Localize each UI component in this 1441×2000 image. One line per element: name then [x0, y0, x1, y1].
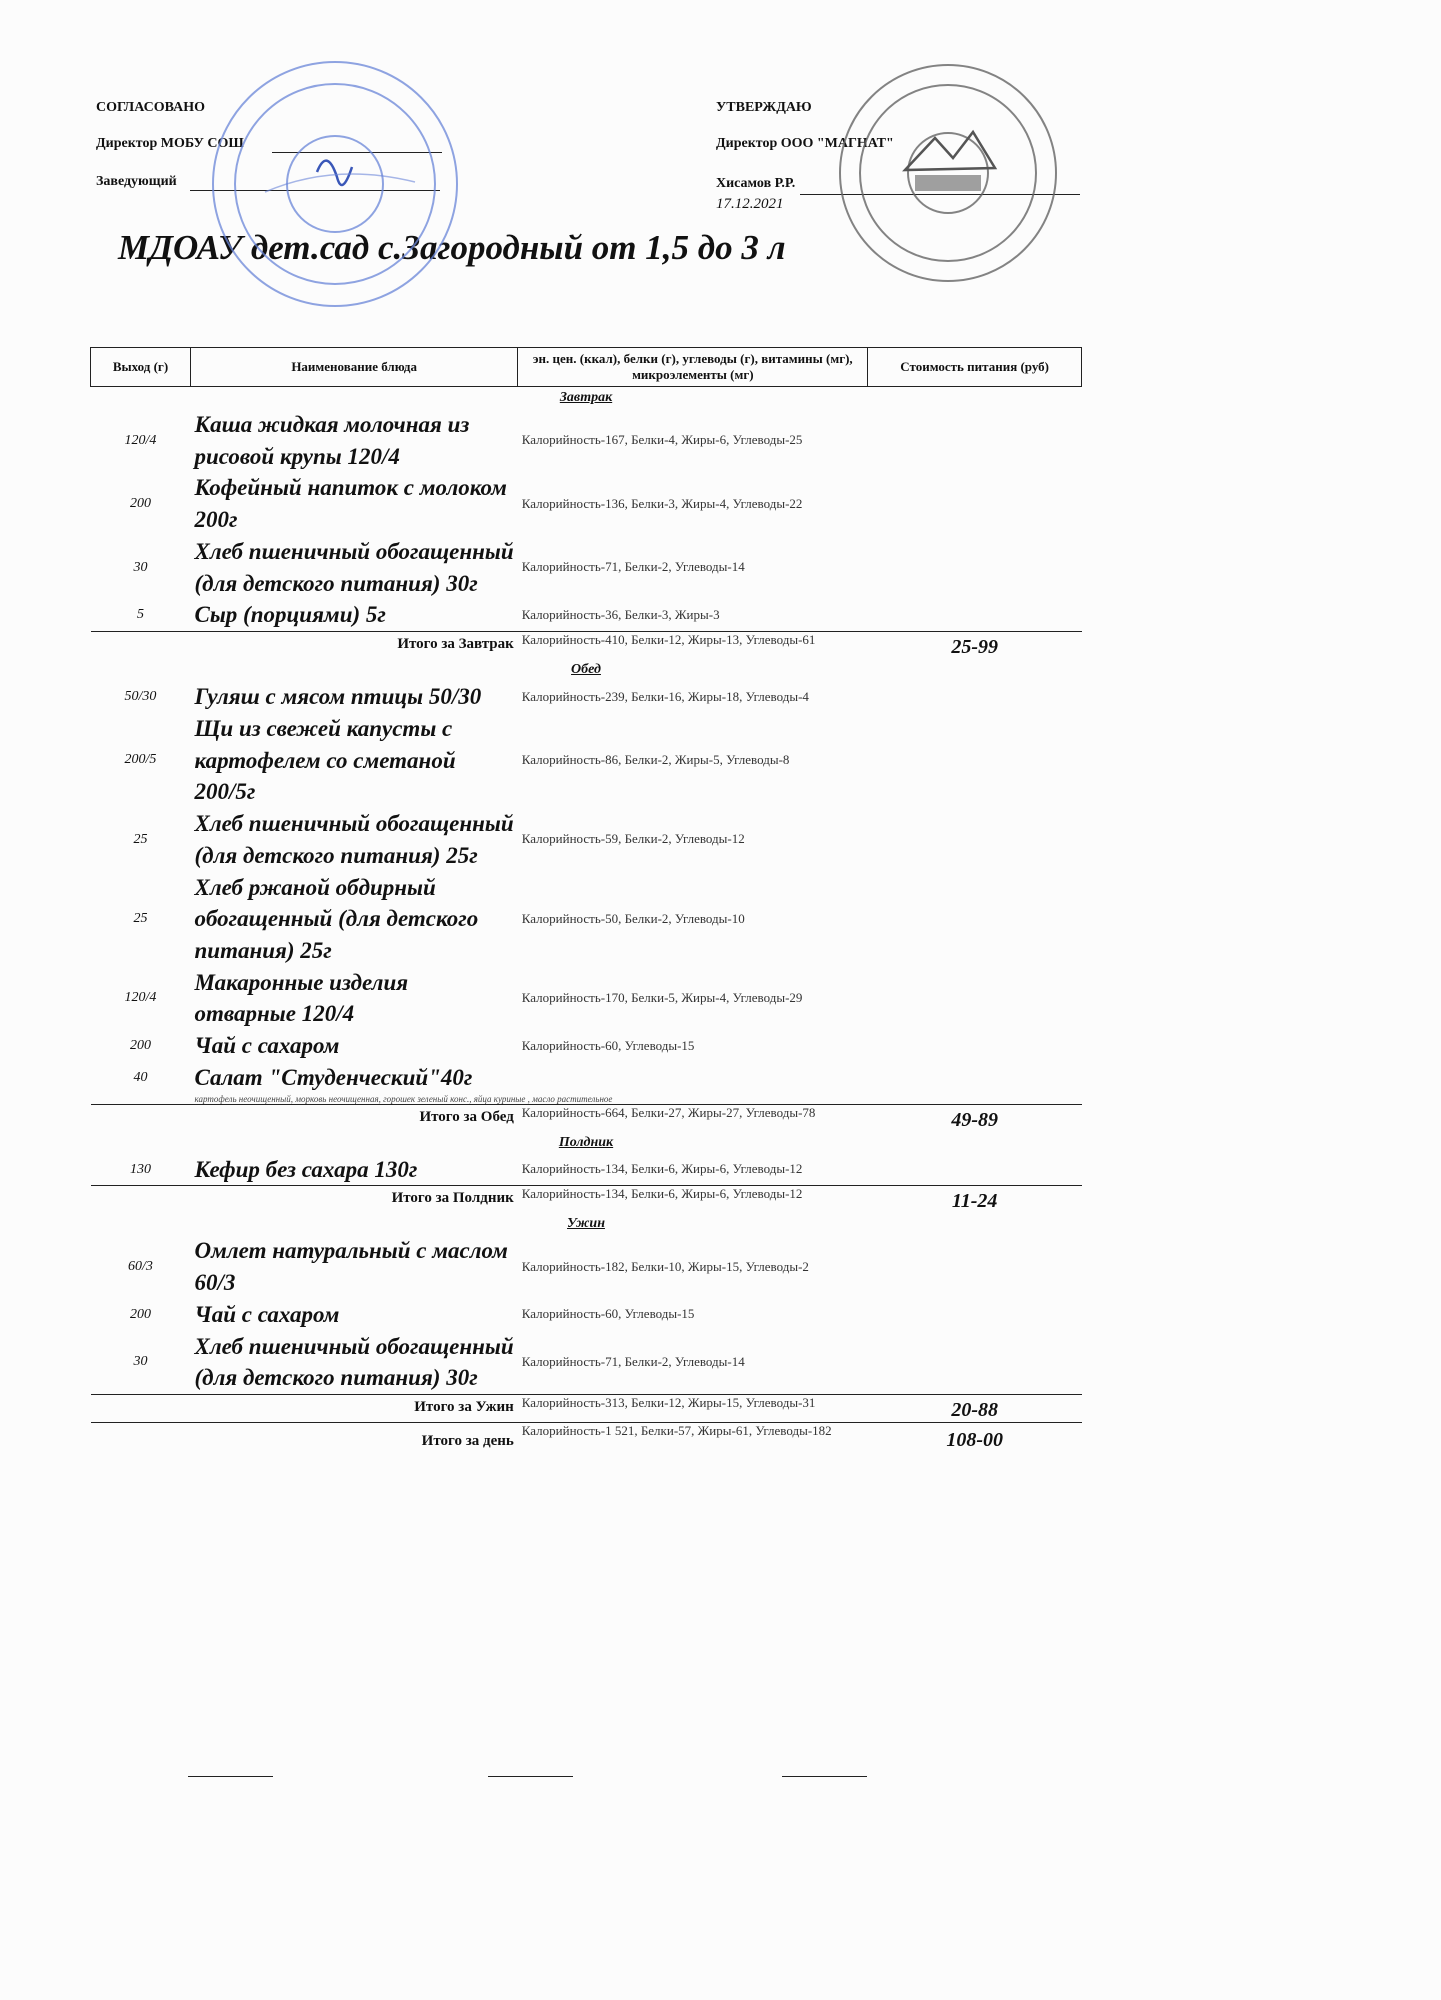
output-cell: 25	[133, 911, 148, 927]
table-header-row	[91, 348, 1082, 387]
col-dish: Наименование блюда	[191, 348, 518, 387]
nutrition-cell: Калорийность-50, Белки-2, Углеводы-10	[521, 910, 745, 926]
col-nutrition: эн. цен. (ккал), белки (г), углеводы (г), витамины (мг), микроэлементы (мг)	[518, 348, 868, 387]
ingredients-note: картофель неочищенный, морковь неочищенная, горошек зеленый конс., яйца куриные , масло растительное	[194, 1093, 613, 1104]
output-cell: 120/4	[124, 990, 157, 1006]
dish-cell: Хлеб пшеничный обогащенный (для детского питания) 30г	[194, 1333, 514, 1391]
total-nutrition: Калорийность-134, Белки-6, Жиры-6, Углеводы-12	[518, 1186, 868, 1214]
total-cost: 20-88	[868, 1395, 1082, 1423]
head-label: Заведующий	[96, 174, 177, 189]
nutrition-cell	[518, 1062, 868, 1094]
section-title: Полдник	[558, 1134, 614, 1150]
left-director-label: Директор МОБУ СОШ	[96, 136, 244, 151]
table-row	[91, 713, 1082, 808]
table-row	[91, 681, 1082, 713]
footer-signature-line	[488, 1776, 573, 1777]
table-row	[91, 472, 1082, 535]
note-spacer	[91, 1094, 191, 1105]
cost-cell	[868, 1331, 1082, 1395]
dish-cell: Кефир без сахара 130г	[194, 1156, 418, 1182]
section-total-row	[91, 1104, 1082, 1132]
output-cell: 25	[133, 831, 148, 847]
total-label: Итого за Ужин	[91, 1395, 518, 1423]
total-nutrition: Калорийность-664, Белки-27, Жиры-27, Углеводы-78	[518, 1104, 868, 1132]
total-cost: 11-24	[868, 1186, 1082, 1214]
total-label: Итого за Завтрак	[91, 632, 518, 660]
section-title: Завтрак	[559, 390, 613, 405]
nutrition-cell: Калорийность-170, Белки-5, Жиры-4, Углеводы-29	[521, 990, 803, 1006]
dish-cell: Салат "Студенческий"40г	[194, 1064, 473, 1090]
dish-cell: Чай с сахаром	[194, 1033, 340, 1059]
total-label: Итого за Обед	[91, 1104, 518, 1132]
day-total-row	[91, 1423, 1082, 1453]
nutrition-cell: Калорийность-71, Белки-2, Углеводы-14	[521, 1353, 745, 1369]
cost-cell	[868, 472, 1082, 535]
total-cost: 49-89	[868, 1104, 1082, 1132]
table-row	[91, 1331, 1082, 1395]
total-nutrition: Калорийность-313, Белки-12, Жиры-15, Углеводы-31	[518, 1395, 868, 1423]
col-cost: Стоимость питания (руб)	[868, 348, 1082, 387]
dish-cell: Хлеб пшеничный обогащенный (для детского питания) 30г	[194, 538, 514, 596]
cost-cell	[868, 872, 1082, 967]
page-title: МДОАУ дет.сад с.Загородный от 1,5 до 3 л	[118, 228, 786, 267]
output-cell: 50/30	[124, 689, 157, 704]
table-row	[91, 872, 1082, 967]
dish-cell: Хлеб пшеничный обогащенный (для детского питания) 25г	[194, 811, 514, 868]
nutrition-cell: Калорийность-86, Белки-2, Жиры-5, Углеводы-8	[521, 752, 790, 768]
dish-cell: Омлет натуральный с маслом 60/3	[194, 1238, 508, 1296]
total-nutrition: Калорийность-410, Белки-12, Жиры-13, Углеводы-61	[518, 632, 868, 660]
cost-cell	[868, 808, 1082, 871]
output-cell: 60/3	[128, 1259, 153, 1275]
nutrition-cell: Калорийность-239, Белки-16, Жиры-18, Углеводы-4	[521, 688, 809, 704]
section-title: Обед	[571, 662, 601, 678]
nutrition-cell: Калорийность-59, Белки-2, Углеводы-12	[521, 831, 745, 847]
output-cell: 40	[133, 1069, 148, 1085]
dish-cell: Чай с сахаром	[194, 1301, 340, 1327]
col-output: Выход (г)	[91, 348, 191, 387]
section-title: Ужин	[567, 1216, 605, 1232]
approval-date: 17.12.2021	[716, 196, 784, 212]
table-row	[91, 1030, 1082, 1062]
menu-table	[90, 347, 1082, 1452]
dish-cell: Каша жидкая молочная из рисовой крупы 120/4	[194, 412, 470, 469]
cost-cell	[868, 1062, 1082, 1094]
nutrition-cell: Калорийность-71, Белки-2, Углеводы-14	[521, 559, 745, 575]
nutrition-cell: Калорийность-182, Белки-10, Жиры-15, Углеводы-2	[521, 1258, 809, 1274]
day-total-cost: 108-00	[868, 1423, 1082, 1453]
cost-cell	[868, 1235, 1082, 1298]
nutrition-cell: Калорийность-60, Углеводы-15	[521, 1037, 695, 1053]
section-row	[91, 387, 1082, 410]
output-cell: 120/4	[124, 432, 157, 448]
total-cost: 25-99	[868, 632, 1082, 660]
section-row	[91, 1213, 1082, 1235]
cost-cell	[868, 1154, 1082, 1186]
output-cell: 200	[130, 496, 151, 512]
nutrition-cell: Калорийность-167, Белки-4, Жиры-6, Углеводы-25	[521, 432, 803, 448]
table-row	[91, 1235, 1082, 1298]
cost-cell	[868, 1299, 1082, 1331]
approved-label: УТВЕРЖДАЮ	[716, 100, 812, 115]
dish-cell: Макаронные изделия отварные 120/4	[194, 969, 409, 1027]
table-row	[91, 967, 1082, 1030]
section-total-row	[91, 1186, 1082, 1214]
output-cell: 200/5	[124, 752, 157, 768]
nutrition-cell: Калорийность-60, Углеводы-15	[521, 1306, 695, 1322]
output-cell: 200	[130, 1038, 151, 1054]
table-row	[91, 1154, 1082, 1186]
cost-cell	[868, 599, 1082, 631]
dish-cell: Сыр (порциями) 5г	[194, 602, 386, 628]
dish-cell: Щи из свежей капусты с картофелем со сметаной 200/5г	[194, 715, 456, 805]
day-total-nutrition: Калорийность-1 521, Белки-57, Жиры-61, Углеводы-182	[518, 1423, 868, 1453]
note-row	[91, 1094, 1082, 1105]
company-stamp-icon	[835, 60, 1061, 286]
cost-cell	[868, 713, 1082, 808]
table-row	[91, 1062, 1082, 1094]
output-cell: 200	[130, 1306, 151, 1322]
output-cell: 30	[133, 1354, 148, 1370]
cost-cell	[868, 1030, 1082, 1062]
section-row	[91, 659, 1082, 681]
day-total-label: Итого за день	[91, 1423, 518, 1453]
total-label: Итого за Полдник	[91, 1186, 518, 1214]
cost-cell	[868, 536, 1082, 599]
section-total-row	[91, 1395, 1082, 1423]
output-cell: 130	[130, 1161, 151, 1177]
output-cell: 5	[137, 607, 144, 623]
cost-cell	[868, 409, 1082, 472]
table-row	[91, 536, 1082, 599]
nutrition-cell: Калорийность-134, Белки-6, Жиры-6, Углеводы-12	[521, 1161, 803, 1177]
agreed-label: СОГЛАСОВАНО	[96, 100, 205, 115]
dish-cell: Гуляш с мясом птицы 50/30	[194, 684, 482, 710]
right-director-label: Директор ООО "МАГНАТ"	[716, 136, 894, 151]
table-row	[91, 808, 1082, 871]
approver-name: Хисамов Р.Р.	[716, 176, 796, 191]
nutrition-cell: Калорийность-36, Белки-3, Жиры-3	[521, 606, 720, 622]
section-total-row	[91, 632, 1082, 660]
dish-cell: Хлеб ржаной обдирный обогащенный (для детского питания) 25г	[194, 874, 479, 964]
nutrition-cell: Калорийность-136, Белки-3, Жиры-4, Углеводы-22	[521, 495, 803, 511]
table-row	[91, 409, 1082, 472]
cost-cell	[868, 681, 1082, 713]
section-row	[91, 1132, 1082, 1154]
output-cell: 30	[133, 559, 148, 575]
footer-signature-line	[188, 1776, 273, 1777]
school-stamp-icon	[205, 52, 465, 317]
dish-cell: Кофейный напиток с молоком 200г	[194, 475, 507, 533]
cost-cell	[868, 967, 1082, 1030]
table-row	[91, 599, 1082, 631]
footer-signature-line	[782, 1776, 867, 1777]
table-row	[91, 1299, 1082, 1331]
